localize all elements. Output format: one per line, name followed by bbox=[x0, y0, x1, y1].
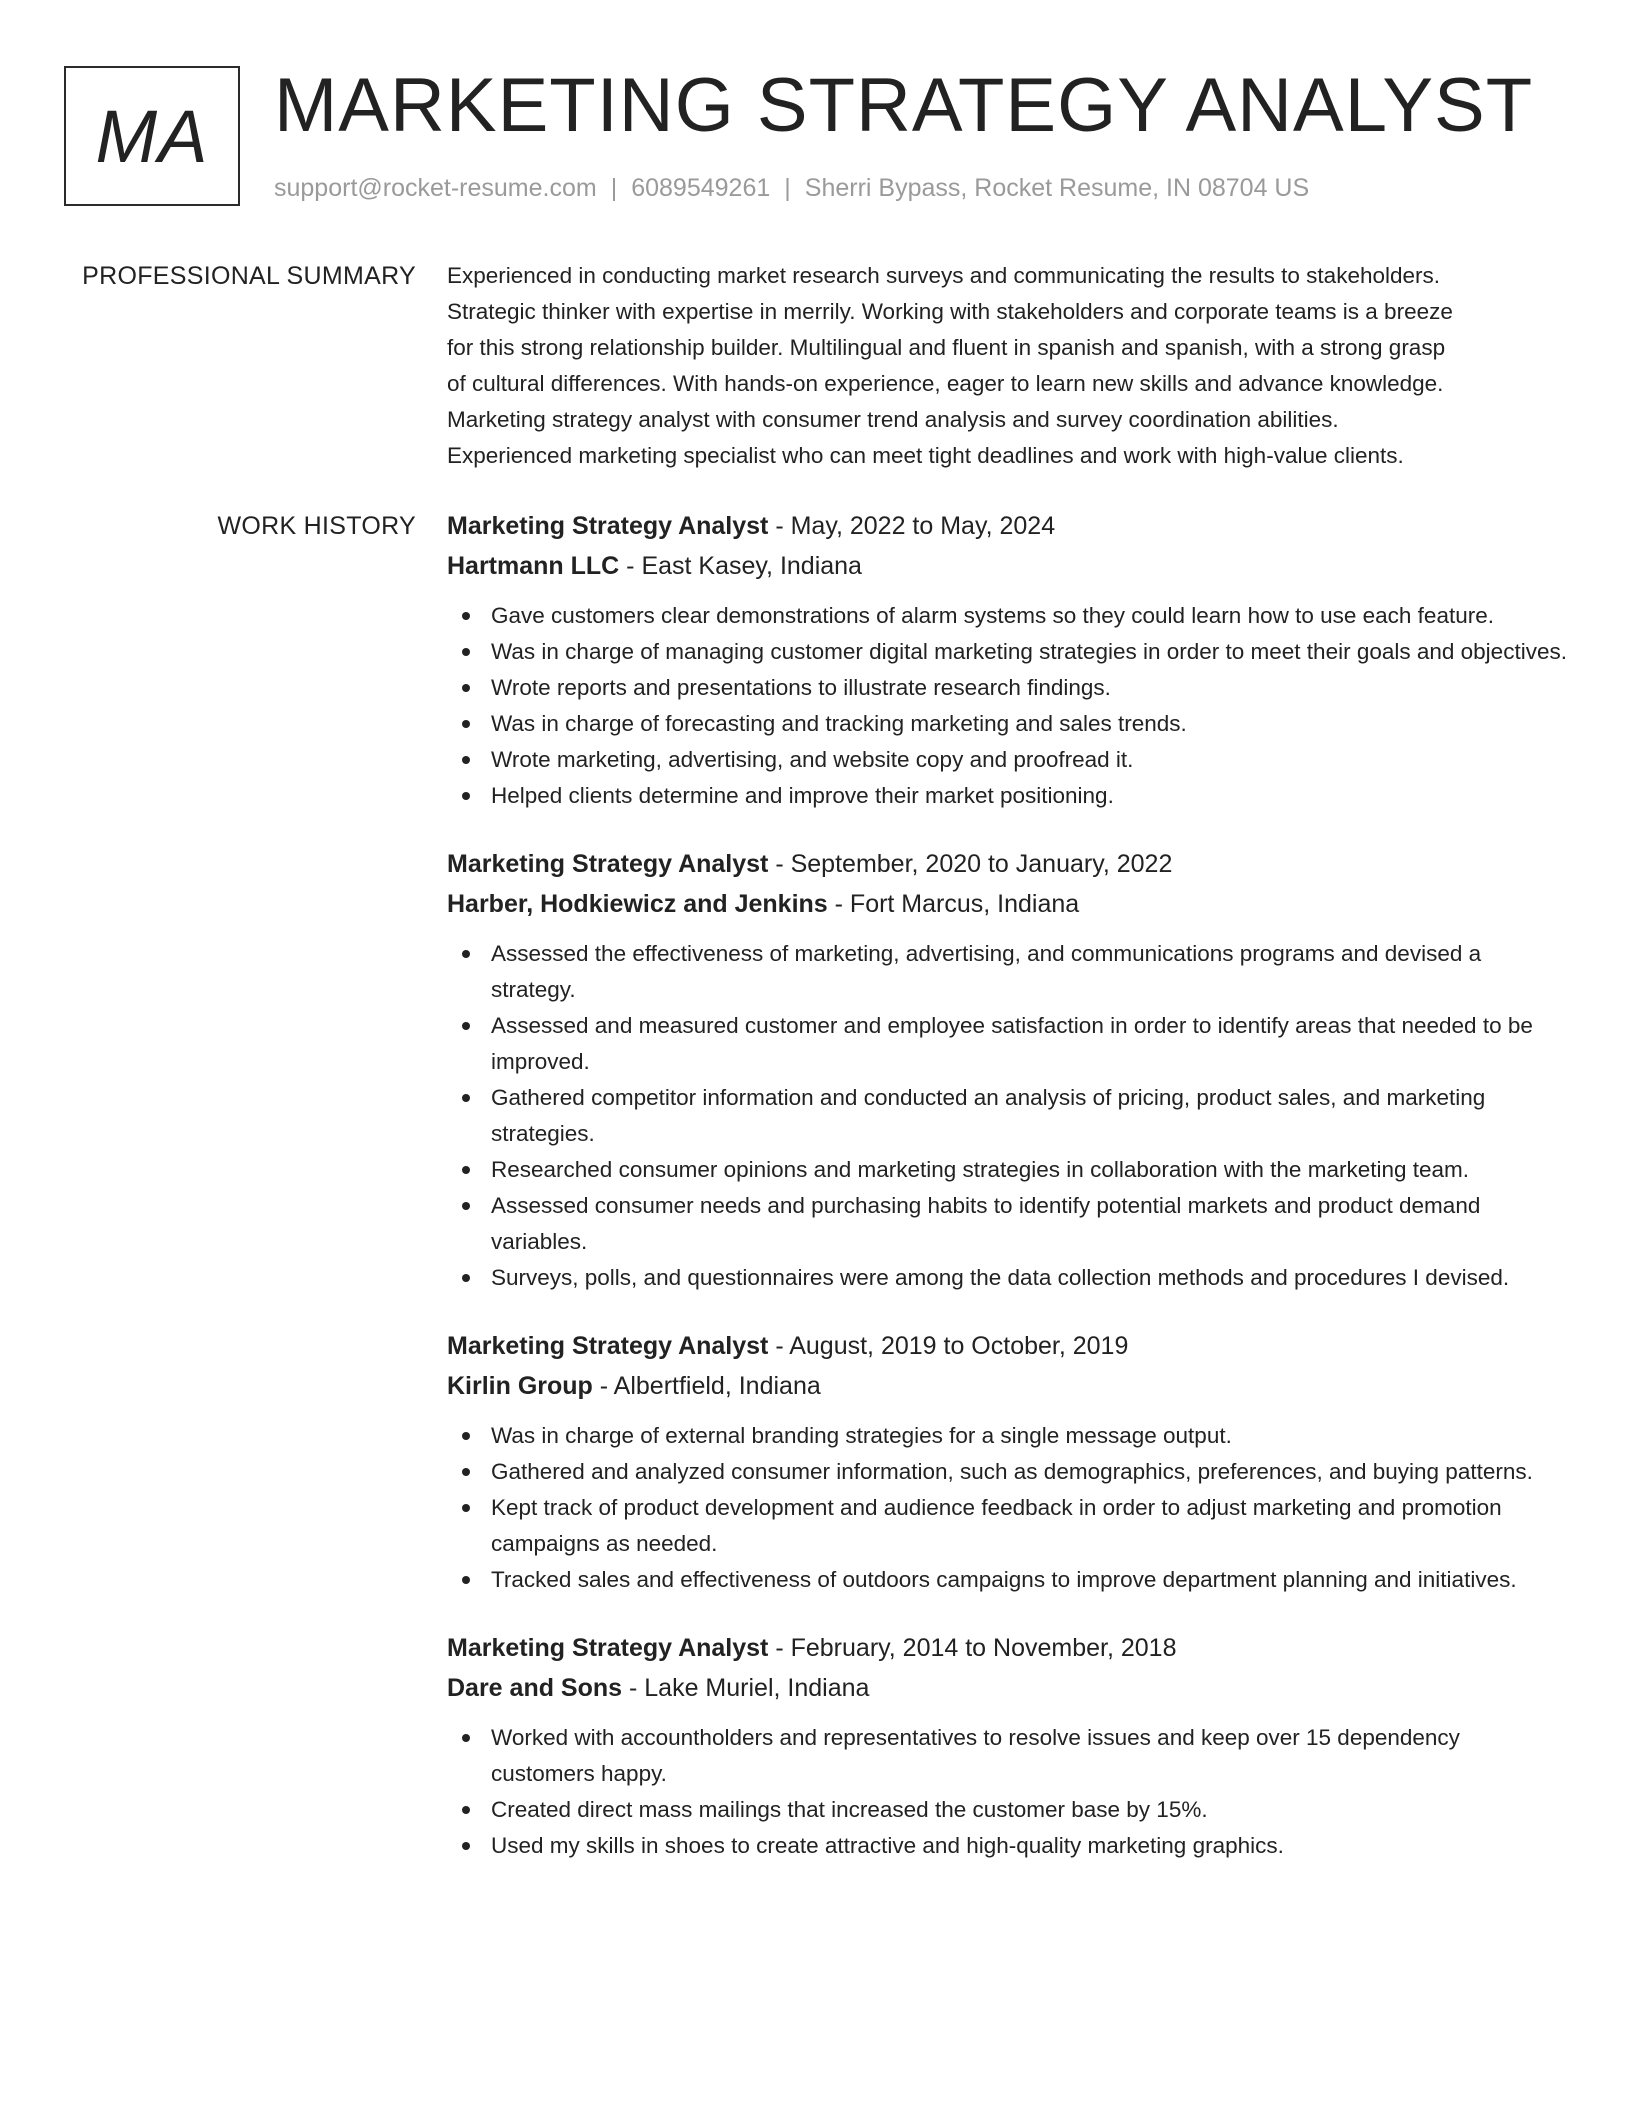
bullet-dot-icon bbox=[462, 1166, 470, 1174]
job-bullet bbox=[447, 1152, 1567, 1188]
resume-header bbox=[64, 63, 1584, 216]
job-bullet-text: Was in charge of forecasting and tracking marketing and sales trends. bbox=[491, 711, 1187, 736]
job-bullet-list bbox=[447, 1418, 1567, 1598]
job-bullet bbox=[447, 778, 1567, 814]
bullet-dot-icon bbox=[462, 792, 470, 800]
bullet-dot-icon bbox=[462, 720, 470, 728]
summary-line: of cultural differences. With hands-on experience, eager to learn new skills and advance knowledge. bbox=[447, 371, 1444, 396]
contact-line bbox=[274, 174, 1309, 203]
job-bullet bbox=[447, 936, 1567, 1008]
job-title: Marketing Strategy Analyst bbox=[447, 1332, 769, 1360]
summary-heading: PROFESSIONAL SUMMARY bbox=[82, 262, 416, 290]
job-bullet bbox=[447, 1008, 1567, 1080]
job-bullet bbox=[447, 706, 1567, 742]
job-title: Marketing Strategy Analyst bbox=[447, 512, 769, 540]
job-bullet-text: Used my skills in shoes to create attractive and high-quality marketing graphics. bbox=[491, 1833, 1284, 1858]
bullet-dot-icon bbox=[462, 684, 470, 692]
bullet-dot-icon bbox=[462, 950, 470, 958]
job-location: - Fort Marcus, Indiana bbox=[827, 890, 1080, 918]
job-bullet-text: Was in charge of external branding strategies for a single message output. bbox=[491, 1423, 1232, 1448]
job-bullet-text: Tracked sales and effectiveness of outdoors campaigns to improve department planning and initiatives. bbox=[491, 1567, 1517, 1592]
summary-line: Marketing strategy analyst with consumer trend analysis and survey coordination abilities. bbox=[447, 407, 1339, 432]
job-bullet bbox=[447, 598, 1567, 634]
job-company-line bbox=[447, 546, 1567, 586]
bullet-dot-icon bbox=[462, 1734, 470, 1742]
bullet-dot-icon bbox=[462, 1806, 470, 1814]
summary-line: Experienced marketing specialist who can meet tight deadlines and work with high-value clients. bbox=[447, 443, 1404, 468]
job-bullet-text: Researched consumer opinions and marketing strategies in collaboration with the marketing team. bbox=[491, 1157, 1470, 1182]
bullet-dot-icon bbox=[462, 1022, 470, 1030]
job-location: - East Kasey, Indiana bbox=[619, 552, 862, 580]
work-history-body bbox=[447, 506, 1567, 1894]
job-bullet bbox=[447, 634, 1567, 670]
job-company: Dare and Sons bbox=[447, 1674, 623, 1702]
job-bullet bbox=[447, 1454, 1567, 1490]
job-bullet bbox=[447, 1490, 1567, 1562]
job-bullet-list bbox=[447, 936, 1567, 1296]
job-title-line bbox=[447, 1326, 1567, 1366]
bullet-dot-icon bbox=[462, 612, 470, 620]
work-history-heading: WORK HISTORY bbox=[217, 512, 416, 540]
job-company-line bbox=[447, 884, 1567, 924]
job-bullet-text: Was in charge of managing customer digital marketing strategies in order to meet their goals and objectives. bbox=[491, 639, 1567, 664]
job-entry bbox=[447, 506, 1567, 814]
job-company-line bbox=[447, 1668, 1567, 1708]
job-bullet bbox=[447, 1418, 1567, 1454]
job-bullet bbox=[447, 742, 1567, 778]
job-title-line bbox=[447, 506, 1567, 546]
job-entry bbox=[447, 844, 1567, 1296]
job-title-line bbox=[447, 844, 1567, 884]
job-bullet bbox=[447, 1828, 1567, 1864]
contact-email: support@rocket-resume.com bbox=[274, 174, 597, 202]
job-company-line bbox=[447, 1366, 1567, 1406]
job-title: Marketing Strategy Analyst bbox=[447, 1634, 769, 1662]
job-bullet-text: Worked with accountholders and representatives to resolve issues and keep over 15 dependency customers happy. bbox=[491, 1725, 1460, 1786]
job-entry bbox=[447, 1326, 1567, 1598]
summary-line: for this strong relationship builder. Multilingual and fluent in spanish and spanish, with a strong grasp bbox=[447, 335, 1446, 360]
summary-paragraph bbox=[447, 258, 1567, 474]
bullet-dot-icon bbox=[462, 1842, 470, 1850]
bullet-dot-icon bbox=[462, 1274, 470, 1282]
monogram-box bbox=[64, 66, 240, 206]
monogram-initials: MA bbox=[95, 94, 209, 178]
bullet-dot-icon bbox=[462, 1468, 470, 1476]
resume-title: MARKETING STRATEGY ANALYST bbox=[274, 63, 1534, 148]
bullet-dot-icon bbox=[462, 756, 470, 764]
job-bullet-text: Helped clients determine and improve their market positioning. bbox=[491, 783, 1114, 808]
summary-line: Strategic thinker with expertise in merrily. Working with stakeholders and corporate teams is a breeze bbox=[447, 299, 1453, 324]
job-dates: - May, 2022 to May, 2024 bbox=[768, 512, 1056, 540]
job-bullet bbox=[447, 1792, 1567, 1828]
job-bullet bbox=[447, 1080, 1567, 1152]
summary-line: Experienced in conducting market research surveys and communicating the results to stakeholders. bbox=[447, 263, 1440, 288]
job-bullet-text: Assessed consumer needs and purchasing habits to identify potential markets and product demand variables. bbox=[491, 1193, 1481, 1254]
job-bullet bbox=[447, 1188, 1567, 1260]
job-dates: - September, 2020 to January, 2022 bbox=[768, 850, 1173, 878]
bullet-dot-icon bbox=[462, 1202, 470, 1210]
contact-address: Sherri Bypass, Rocket Resume, IN 08704 US bbox=[804, 174, 1310, 202]
contact-separator: | bbox=[610, 174, 618, 202]
bullet-dot-icon bbox=[462, 1504, 470, 1512]
job-location: - Albertfield, Indiana bbox=[592, 1372, 821, 1400]
job-bullet bbox=[447, 1562, 1567, 1598]
job-bullet-list bbox=[447, 1720, 1567, 1864]
job-bullet-text: Kept track of product development and audience feedback in order to adjust marketing and promotion campaigns as needed. bbox=[491, 1495, 1502, 1556]
job-bullet-text: Created direct mass mailings that increased the customer base by 15%. bbox=[491, 1797, 1208, 1822]
contact-separator: | bbox=[784, 174, 791, 202]
job-entry bbox=[447, 1628, 1567, 1864]
job-bullet-text: Wrote marketing, advertising, and website copy and proofread it. bbox=[491, 747, 1134, 772]
bullet-dot-icon bbox=[462, 1576, 470, 1584]
job-bullet-text: Gathered competitor information and conducted an analysis of pricing, product sales, and marketing strategies. bbox=[491, 1085, 1486, 1146]
job-company: Kirlin Group bbox=[447, 1372, 593, 1400]
job-bullet bbox=[447, 1720, 1567, 1792]
job-company: Harber, Hodkiewicz and Jenkins bbox=[447, 890, 828, 918]
bullet-dot-icon bbox=[462, 648, 470, 656]
job-location: - Lake Muriel, Indiana bbox=[622, 1674, 870, 1702]
job-dates: - August, 2019 to October, 2019 bbox=[768, 1332, 1129, 1360]
job-bullet-text: Surveys, polls, and questionnaires were among the data collection methods and procedures I devised. bbox=[491, 1265, 1510, 1290]
job-title: Marketing Strategy Analyst bbox=[447, 850, 769, 878]
job-bullet-text: Gave customers clear demonstrations of alarm systems so they could learn how to use each feature. bbox=[491, 603, 1494, 628]
job-bullet-text: Wrote reports and presentations to illustrate research findings. bbox=[491, 675, 1111, 700]
job-company: Hartmann LLC bbox=[447, 552, 620, 580]
job-bullet-text: Assessed and measured customer and employee satisfaction in order to identify areas that needed to be improved. bbox=[491, 1013, 1533, 1074]
bullet-dot-icon bbox=[462, 1432, 470, 1440]
contact-phone: 6089549261 bbox=[631, 174, 771, 202]
summary-body bbox=[447, 258, 1567, 474]
job-bullet-text: Assessed the effectiveness of marketing, advertising, and communications programs and devised a strategy. bbox=[491, 941, 1482, 1002]
job-bullet bbox=[447, 670, 1567, 706]
job-bullet-list bbox=[447, 598, 1567, 814]
bullet-dot-icon bbox=[462, 1094, 470, 1102]
job-title-line bbox=[447, 1628, 1567, 1668]
job-bullet bbox=[447, 1260, 1567, 1296]
job-bullet-text: Gathered and analyzed consumer information, such as demographics, preferences, and buying patterns. bbox=[491, 1459, 1533, 1484]
job-dates: - February, 2014 to November, 2018 bbox=[768, 1634, 1177, 1662]
